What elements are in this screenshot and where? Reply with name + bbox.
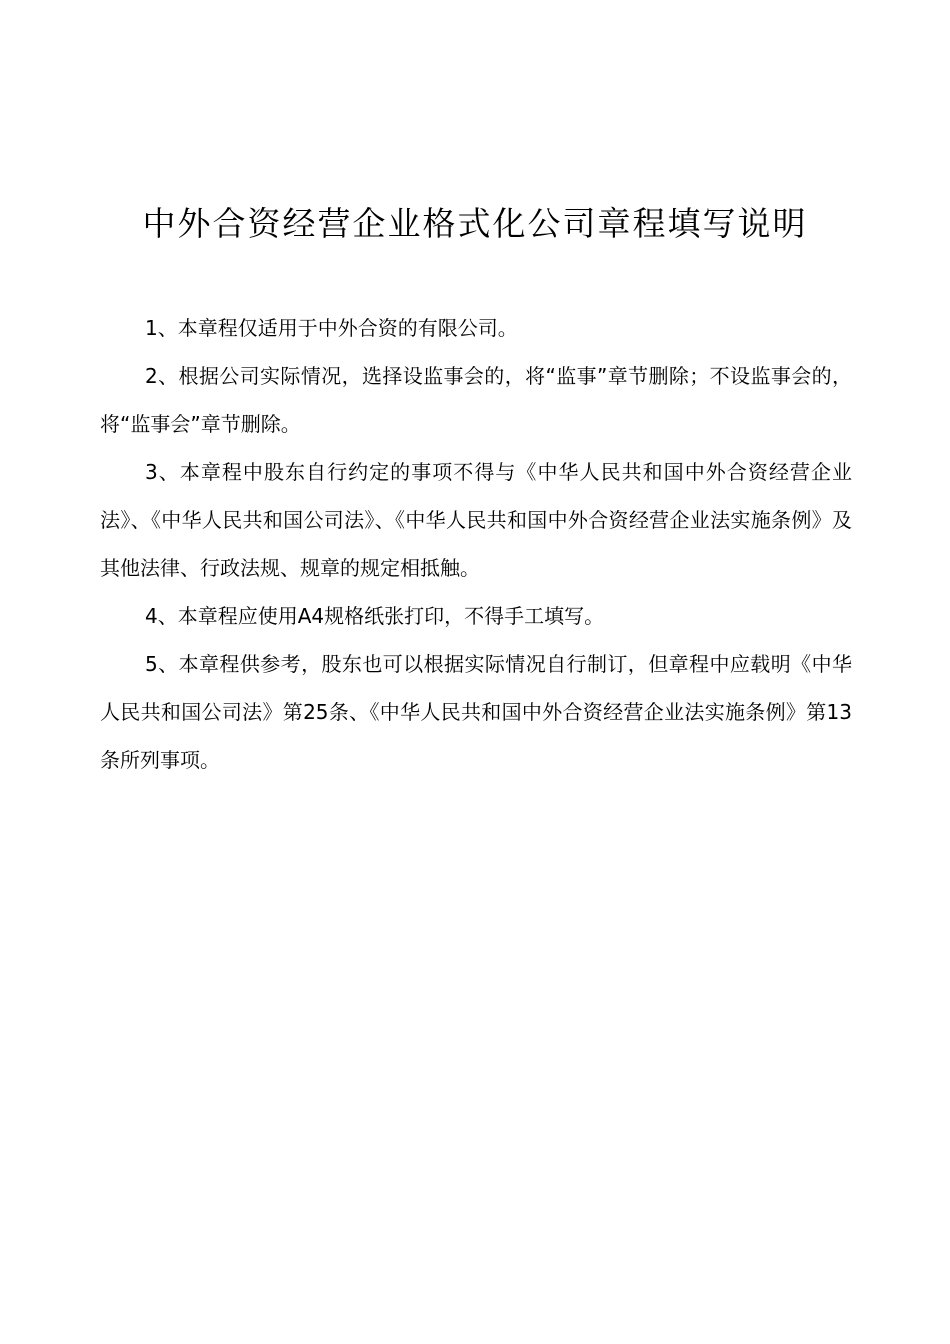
instruction-item-3: 3、本章程中股东自行约定的事项不得与《中华人民共和国中外合资经营企业法》、《中华人民共和国公司法》、《中华人民共和国中外合资经营企业法实施条例》及其他法律、行政法规、规章的规定相抵触。 [100,460,852,580]
instructions-body [100,304,852,784]
document-title: 中外合资经营企业格式化公司章程填写说明 [142,204,808,243]
instruction-item-4: 4、本章程应使用A4规格纸张打印，不得手工填写。 [145,604,605,628]
instruction-item-5: 5、本章程供参考，股东也可以根据实际情况自行制订，但章程中应载明《中华人民共和国公司法》第25条、《中华人民共和国中外合资经营企业法实施条例》第13条所列事项。 [100,652,852,772]
instruction-item-2: 2、根据公司实际情况，选择设监事会的，将“监事”章节删除；不设监事会的，将“监事会”章节删除。 [100,364,852,436]
instruction-item-1: 1、本章程仅适用于中外合资的有限公司。 [145,316,518,340]
